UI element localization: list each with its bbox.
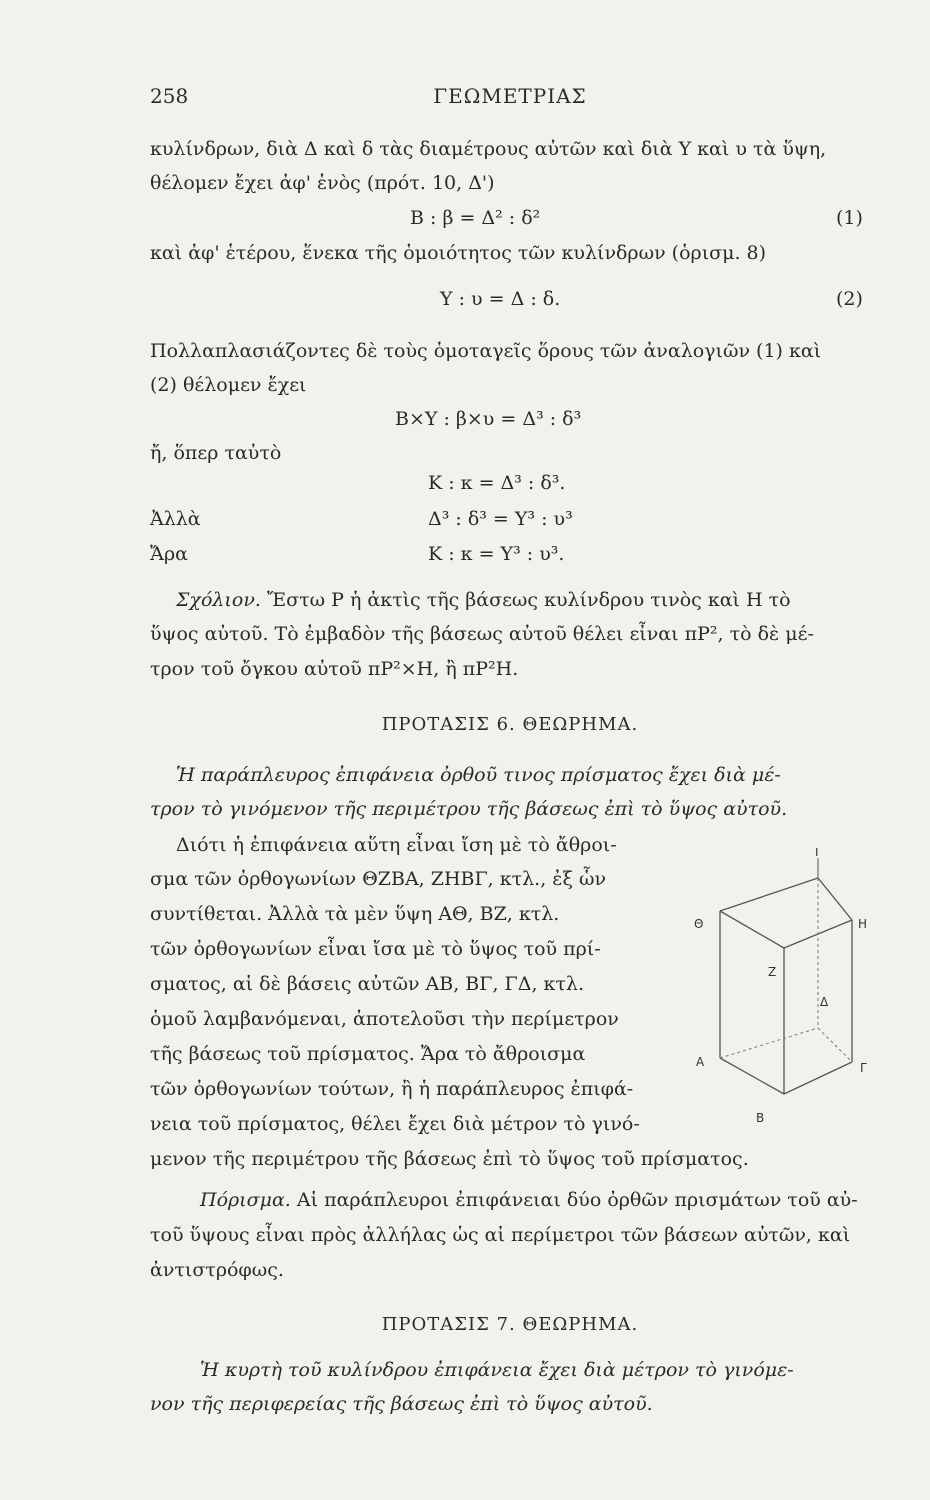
theorem-statement: Ἡ κυρτὴ τοῦ κυλίνδρου ἐπιφάνεια ἔχει διὰ μέτρον τὸ γινόμε- bbox=[200, 1359, 794, 1381]
proof-line: τῶν ὀρθογωνίων τούτων, ἢ ἡ παράπλευρος ἐπιφά- bbox=[150, 1078, 634, 1100]
scholion-line: ὕψος αὐτοῦ. Τὸ ἐμβαδὸν τῆς βάσεως αὐτοῦ θέλει εἶναι πΡ², τὸ δὲ μέ- bbox=[150, 623, 814, 645]
proof-line: τῶν ὀρθογωνίων εἶναι ἴσα μὲ τὸ ὕψος τοῦ πρί- bbox=[150, 938, 601, 960]
hidden-edge bbox=[818, 1028, 852, 1062]
label-I: I bbox=[815, 848, 819, 859]
proof-line: σμα τῶν ὀρθογωνίων ΘΖΒΑ, ΖΗΒΓ, κτλ., ἐξ ὧν bbox=[150, 868, 607, 890]
proposition-6-heading: ΠΡΟΤΑΣΙΣ 6. ΘΕΩΡΗΜΑ. bbox=[381, 714, 639, 735]
scholion-line: τρον τοῦ ὄγκου αὐτοῦ πΡ²×Η, ἢ πΡ²Η. bbox=[150, 658, 519, 680]
equation-6: Κ : κ = Υ³ : υ³. bbox=[428, 543, 565, 565]
scholion-text: Ἔστω Ρ ἡ ἀκτὶς τῆς βάσεως κυλίνδρου τινὸς καὶ Η τὸ bbox=[266, 589, 791, 611]
page-header bbox=[150, 84, 870, 120]
equation-number: (2) bbox=[836, 288, 863, 310]
running-title: ΓΕΩΜΕΤΡΙΑΣ bbox=[433, 84, 587, 108]
text-line: (2) θέλομεν ἔχει bbox=[150, 374, 307, 396]
hidden-edge bbox=[720, 1028, 818, 1058]
edge bbox=[720, 911, 784, 948]
porism-line: τοῦ ὕψους εἶναι πρὸς ἀλλήλας ὡς αἱ περίμετροι τῶν βάσεων αὐτῶν, καὶ bbox=[150, 1224, 851, 1246]
equation-2: Υ : υ = Δ : δ. bbox=[440, 288, 561, 310]
theorem-statement: νον τῆς περιφερείας τῆς βάσεως ἐπὶ τὸ ὕψος αὐτοῦ. bbox=[150, 1393, 653, 1415]
label-H: Η bbox=[858, 917, 868, 931]
porism-line bbox=[200, 1187, 858, 1213]
label-Z: Ζ bbox=[768, 965, 777, 979]
text-line: Πολλαπλασιάζοντες δὲ τοὺς ὁμοταγεῖς ὅρους τῶν ἀναλογιῶν (1) καὶ bbox=[150, 340, 822, 362]
prism-figure bbox=[680, 848, 880, 1138]
theorem-statement: Ἡ παράπλευρος ἐπιφάνεια ὀρθοῦ τινος πρίσματος ἔχει διὰ μέ- bbox=[176, 764, 781, 786]
page-number: 258 bbox=[150, 84, 189, 108]
equation-4: Κ : κ = Δ³ : δ³. bbox=[428, 472, 566, 494]
edge bbox=[784, 1062, 852, 1094]
scholion-line bbox=[176, 587, 791, 613]
equation-number: (1) bbox=[836, 207, 863, 229]
proof-line: νεια τοῦ πρίσματος, θέλει ἔχει διὰ μέτρον τὸ γινό- bbox=[150, 1113, 640, 1135]
proposition-7-heading: ΠΡΟΤΑΣΙΣ 7. ΘΕΩΡΗΜΑ. bbox=[381, 1314, 639, 1335]
label-A: Α bbox=[696, 1055, 705, 1069]
edge bbox=[720, 1058, 784, 1094]
theorem-statement: τρον τὸ γινόμενον τῆς περιμέτρου τῆς βάσεως ἐπὶ τὸ ὕψος αὐτοῦ. bbox=[150, 798, 788, 820]
text-line: καὶ ἀφ' ἑτέρου, ἕνεκα τῆς ὁμοιότητος τῶν κυλίνδρων (ὁρισμ. 8) bbox=[150, 242, 767, 264]
porism-line: ἀντιστρόφως. bbox=[150, 1259, 284, 1281]
label-B: Β bbox=[756, 1111, 765, 1125]
equation-3: Β×Υ : β×υ = Δ³ : δ³ bbox=[395, 408, 582, 430]
proof-line: Διότι ἡ ἐπιφάνεια αὕτη εἶναι ἴση μὲ τὸ ἄθροι- bbox=[176, 834, 617, 856]
proof-line: σματος, αἱ δὲ βάσεις αὐτῶν ΑΒ, ΒΓ, ΓΔ, κτλ. bbox=[150, 973, 584, 995]
edge bbox=[818, 878, 852, 920]
proof-line: ὁμοῦ λαμβανόμεναι, ἀποτελοῦσι τὴν περίμετρον bbox=[150, 1008, 619, 1030]
label-G: Γ bbox=[860, 1061, 867, 1075]
label-delta: Δ bbox=[820, 995, 829, 1009]
text-line: κυλίνδρων, διὰ Δ καὶ δ τὰς διαμέτρους αὐτῶν καὶ διὰ Υ καὶ υ τὰ ὕψη, bbox=[150, 138, 827, 160]
proof-line: συντίθεται. Ἀλλὰ τὰ μὲν ὕψη ΑΘ, ΒΖ, κτλ. bbox=[150, 903, 560, 925]
equation-5: Δ³ : δ³ = Υ³ : υ³ bbox=[428, 508, 573, 530]
proof-line: μενον τῆς περιμέτρου τῆς βάσεως ἐπὶ τὸ ὕψος τοῦ πρίσματος. bbox=[150, 1148, 749, 1170]
label-theta: Θ bbox=[694, 917, 704, 931]
edge bbox=[720, 878, 818, 911]
equation-1: Β : β = Δ² : δ² bbox=[410, 207, 541, 229]
porism-label: Πόρισμα. bbox=[200, 1189, 291, 1211]
text-line: ἤ, ὅπερ ταὐτὸ bbox=[150, 442, 282, 464]
text-line: Ἀλλὰ bbox=[150, 508, 201, 530]
proof-line: τῆς βάσεως τοῦ πρίσματος. Ἄρα τὸ ἄθροισμα bbox=[150, 1043, 586, 1065]
scholion-label: Σχόλιον. bbox=[176, 589, 261, 611]
text-line: θέλομεν ἔχει ἀφ' ἑνὸς (πρότ. 10, Δ') bbox=[150, 172, 495, 194]
porism-text: Αἱ παράπλευροι ἐπιφάνειαι δύο ὀρθῶν πρισμάτων τοῦ αὐ- bbox=[296, 1189, 858, 1211]
text-line: Ἄρα bbox=[150, 543, 188, 565]
